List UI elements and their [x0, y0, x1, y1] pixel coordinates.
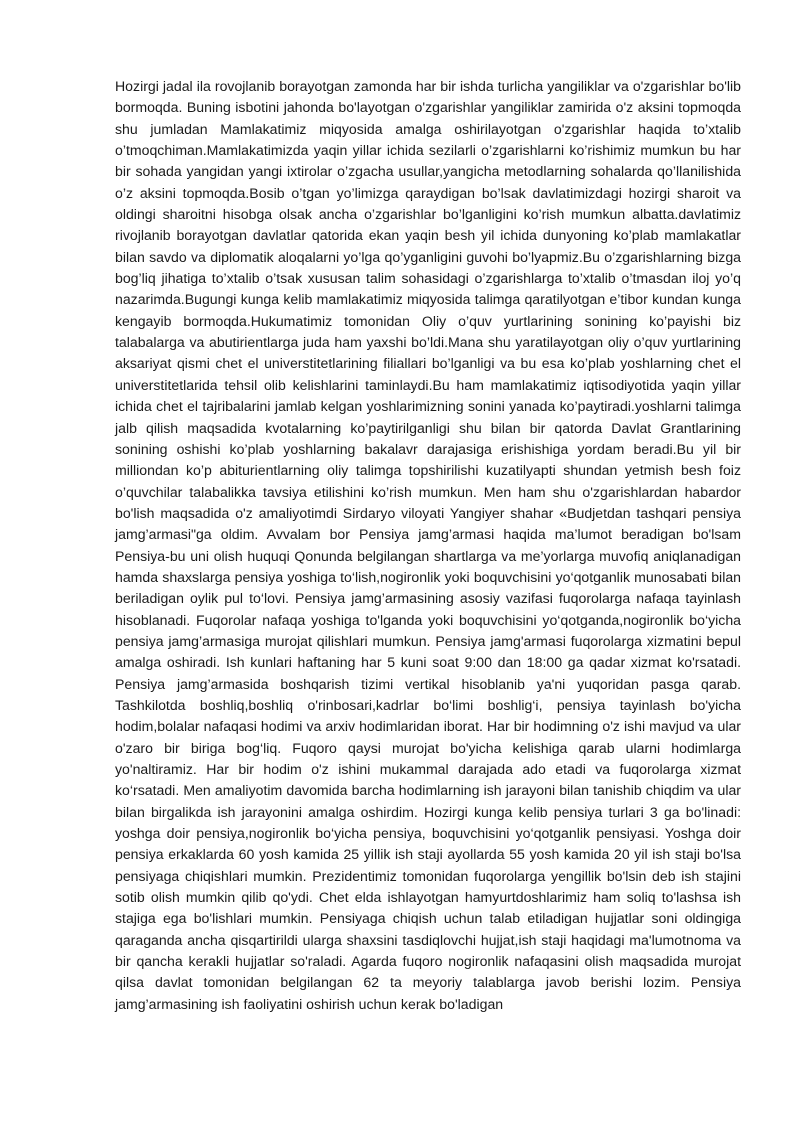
body-paragraph: Hozirgi jadal ila rovojlanib borayotgan zamonda har bir ishda turlicha yangiliklar va o'zgarishlar bo'lib bormoqda. Buning isbotini jahonda bo'layotgan o'zgarishlar yangiliklar zamirida o'z aksini topmoqda shu jumladan Mamlakatimiz miqyosida amalga oshirilayotgan o'zgarishlar haqida to’xtalib o’tmoqchiman.Mamlakatimizda yaqin yillar ichida sezilarli o’zgarishlarni ko’rishimiz mumkun bu har bir sohada yangidan yangi ixtirolar o’zgacha usullar,yangicha metodlarning sohalarda qo’llanilishida o’z aksini topmoqda.Bosib o’tgan yo’limizga qaraydigan bo’lsak davlatimizdagi hozirgi sharoit va oldingi sharoitni hisobga olsak ancha o’zgarishlar bo’lganligini ko’rish mumkun albatta.davlatimiz rivojlanib borayotgan davlatlar qatorida ekan yaqin besh yil ichida dunyoning ko’plab mamlakatlar bilan savdo va diplomatik aloqalarni yo’lga qo’yganligini guvohi bo’lyapmiz.Bu o’zgarishlarning bizga bog’liq jihatiga to’xtalib o’tsak xususan talim sohasidagi o’zgarishlarga to’xtalib o’tmasdan iloj yo’q nazarimda.Bugungi kunga kelib mamlakatimiz miqyosida talimga qaratilyotgan e’tibor kundan kunga kengayib bormoqda.Hukumatimiz tomonidan Oliy o’quv yurtlarining sonining ko’payishi biz talabalarga va abutirientlarga juda ham yaxshi bo’ldi.Mana shu yaratilayotgan oliy o’quv yurtlarining aksariyat qismi chet el universtitetlarining filiallari bo’lganligi va bu esa ko’plab yoshlarning chet el universtitetlarida tehsil olib kelishlarini taminlaydi.Bu ham mamlakatimiz iqtisodiyotida yaqin yillar ichida chet el tajribalarini jamlab kelgan yoshlarimizning sonini yanada ko’paytiradi.yoshlarni talimga jalb qilish maqsadida kvotalarning ko’paytirilganligi shu bilan bir qatorda Davlat Grantlarining sonining oshishi ko’plab yoshlarning bakalavr darajasiga erishishiga yordam beradi.Bu yil bir milliondan ko’p abiturientlarning oliy talimga topshirilishi kuzatilyapti shundan yetmish besh foiz o’quvchilar talabalikka tavsiya etilishini ko’rish mumkun. Men ham shu o'zgarishlardan habardor bo'lish maqsadida o'z amaliyotimdi Sirdaryo viloyati Yangiyer shahar «Budjetdan tashqari pensiya jamg’armasi"ga oldim. Avvalam bor Pensiya jamg’armasi haqida ma’lumot beradigan bo'lsam Pensiya-bu uni olish huquqi Qonunda belgilangan shartlarga va me’yorlarga muvofiq aniqlanadigan hamda shaxslarga pensiya yoshiga to‘lish,nogironlik yoki boquvchisini yo‘qotganlik munosabati bilan beriladigan oylik pul to‘lovi. Pensiya jamg’armasining asosiy vazifasi fuqorolarga nafaqa tayinlash hisoblanadi. Fuqorolar nafaqa yoshiga to'lganda yoki boquvchisini yo‘qotganda,nogironlik bo‘yicha pensiya jamg’armasiga murojat qilishlari mumkun. Pensiya jamg'armasi fuqorolarga xizmatini bepul amalga oshiradi. Ish kunlari haftaning har 5 kuni soat 9:00 dan 18:00 ga qadar xizmat ko'rsatadi. Pensiya jamg’armasida boshqarish tizimi vertikal hisoblanib ya'ni yuqoridan pasga qarab. Tashkilotda boshliq,boshliq o'rinbosari,kadrlar bo‘limi boshlig‘i, pensiya tayinlash bo'yicha hodim,bolalar nafaqasi hodimi va arxiv hodimlaridan iborat. Har bir hodimning o'z ishi mavjud va ular o'zaro bir biriga bog‘liq. Fuqoro qaysi murojat bo'yicha kelishiga qarab ularni hodimlarga yo'naltiramiz. Har bir hodim o'z ishini mukammal darajada ado etadi va fuqorolarga xizmat ko‘rsatadi. Men amaliyotim davomida barcha hodimlarning ish jarayoni bilan tanishib chiqdim va ular bilan birgalikda ish jarayonini amalga oshirdim. Hozirgi kunga kelib pensiya turlari 3 ga bo'linadi: yoshga doir pensiya,nogironlik bo‘yicha pensiya, boquvchisini yo‘qotganlik pensiyasi. Yoshga doir pensiya erkaklarda 60 yosh kamida 25 yillik ish staji ayollarda 55 yosh kamida 20 yil ish staji bo'lsa pensiyaga chiqishlari mumkin. Prezidentimiz tomonidan fuqorolarga yengillik bo'lsin deb ish stajini sotib olish mumkin qilib qo'ydi. Chet elda ishlayotgan hamyurtdoshlarimiz ham soliq to'lashsa ish stajiga ega bo'lishlari mumkin. Pensiyaga chiqish uchun talab etiladigan hujjatlar soni oldingiga qaraganda ancha qisqartirildi ularga shaxsini tasdiqlovchi hujjat,ish staji haqidagi ma'lumotnoma va bir qancha kerakli hujjatlar so'raladi. Agarda fuqoro nogironlik nafaqasini olish maqsadida murojat qilsa davlat tomonidan belgilangan 62 ta meyoriy talablarga javob berishi lozim. Pensiya jamg’armasining ish faoliyatini oshirish uchun kerak bo'ladigan: [115, 78, 741, 1012]
document-page: [115, 76, 741, 1015]
